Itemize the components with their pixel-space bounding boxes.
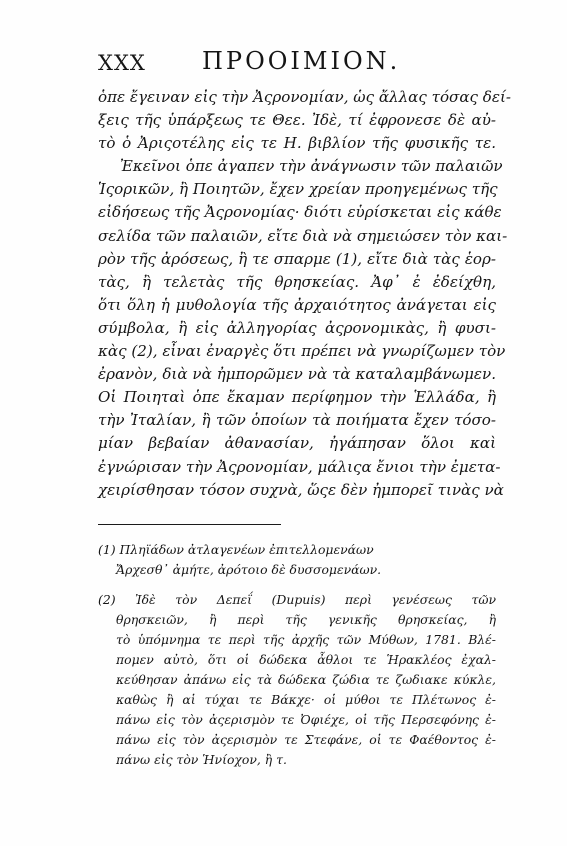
text-line: ἐγνώρισαν τὴν Ἀςρονομίαν, μάλιςα ἔνιοι τὴν ἐμετα- [98, 457, 501, 476]
text-line: ρὸν τῆς ἀρόσεως, ἢ τε σπαρμε (1), εἴτε διὰ τὰς ἑορ- [98, 249, 496, 268]
footnote-line: καθὼς ἢ αἱ τύχαι τε Βάκχε· οἱ μύθοι τε Πλέτωνος ἐ- [116, 692, 496, 707]
footnote-line: θρησκειῶν, ἢ περὶ τῆς γενικῆς θρησκείας, ἢ [116, 612, 496, 627]
footnote-line: (1) Πληϊάδων ἀτλαγενέων ἐπιτελλομενάων [98, 542, 374, 557]
text-line: σύμβολα, ἢ εἰς ἀλληγορίας ἀςρονομικὰς, ἢ φυσι- [98, 318, 496, 337]
footnote-line: τὸ ὑπόμνημα τε περὶ τῆς ἀρχῆς τῶν Μύθων, 1781. Βλέ- [116, 632, 496, 647]
text-line: σελίδα τῶν παλαιῶν, εἴτε διὰ νὰ σημειώσεν τὸν και- [98, 226, 508, 245]
text-line: ὁπε ἔγειναν εἰς τὴν Ἀςρονομίαν, ὡς ἄλλας τόσας δεί- [98, 88, 512, 106]
text-line: τὸ ὁ Ἀριςοτέλης εἰς τε Η. βιβλίον τῆς φυσικῆς τε. [98, 134, 496, 153]
footnote-line: πομεν αὐτὸ, ὅτι οἱ δώδεκα ἆθλοι τε Ἡρακλέος ἐχαλ- [116, 652, 496, 667]
text-line: χειρίσθησαν τόσον συχνὰ, ὥςε δὲν ἠμπορεῖ τινὰς νὰ [98, 480, 504, 499]
text-line: ξεις τῆς ὑπάρξεως τε Θεε. Ἰδὲ, τί ἐφρονεσε δὲ αὐ- [98, 111, 496, 130]
page-number: XXX [98, 51, 146, 75]
footnote-line: πάνω εἰς τὸν Ἡνίοχον, ἢ τ. [116, 752, 287, 767]
text-line: ἐρανὸν, διὰ νὰ ἠμπορῶμεν νὰ τὰ καταλαμβάνωμεν. [98, 365, 496, 384]
footnote-line: κεύθησαν ἀπάνω εἰς τὰ δώδεκα ζώδια τε ζωδιακε κύκλε, [116, 672, 496, 687]
text-line: Ἱςορικῶν, ἢ Ποιητῶν, ἔχεν χρείαν προηγεμένως τῆς [98, 180, 498, 199]
page-header [98, 47, 493, 83]
running-title: ΠΡΟΟΙΜΙΟΝ. [202, 47, 401, 75]
footnotes [98, 540, 496, 770]
text-line: εἰδήσεως τῆς Ἀςρονομίας· διότι εὑρίσκεται εἰς κάθε [98, 203, 502, 222]
footnote-rule [98, 524, 281, 525]
text-line: Ἐκεῖνοι ὁπε ἀγαπεν τὴν ἀνάγνωσιν τῶν παλαιῶν [120, 157, 503, 176]
text-line: κὰς (2), εἶναι ἐναργὲς ὅτι πρέπει νὰ γνωρίζωμεν τὸν [98, 342, 506, 361]
text-line: μίαν βεβαίαν ἀθανασίαν, ἠγάπησαν ὅλοι καὶ [98, 434, 496, 453]
footnote-line: (2) Ἰδὲ τὸν Δεπεΐ (Dupuis) περὶ γενέσεως τῶν [98, 592, 496, 607]
text-line: τὰς, ἢ τελετὰς τῆς θρησκείας. Ἀφ᾽ ἐ ἐδείχθη, [98, 272, 496, 291]
text-line: τὴν Ἰταλίαν, ἢ τῶν ὁποίων τὰ ποιήματα ἔχεν τόσο- [98, 411, 496, 430]
text-line: Οἱ Ποιηταὶ ὁπε ἔκαμαν περίφημον τὴν Ἑλλάδα, ἢ [98, 388, 496, 407]
footnote-line: πάνω εἰς τὸν ἀςερισμὸν τε Στεφάνε, οἱ τε Φαέθοντος ἐ- [116, 732, 496, 747]
main-text [98, 86, 512, 502]
footnote-line: πάνω εἰς τὸν ἀςερισμὸν τε Ὀφιέχε, οἱ τῆς Περσεφόνης ἐ- [116, 712, 496, 727]
text-line: ὅτι ὅλη ἡ μυθολογία τῆς ἀρχαιότητος ἀνάγεται εἰς [98, 295, 496, 314]
footnote-line: Ἄρχεσθ᾽ ἀμήτε, ἀρότοιο δὲ δυσσομενάων. [116, 562, 382, 577]
